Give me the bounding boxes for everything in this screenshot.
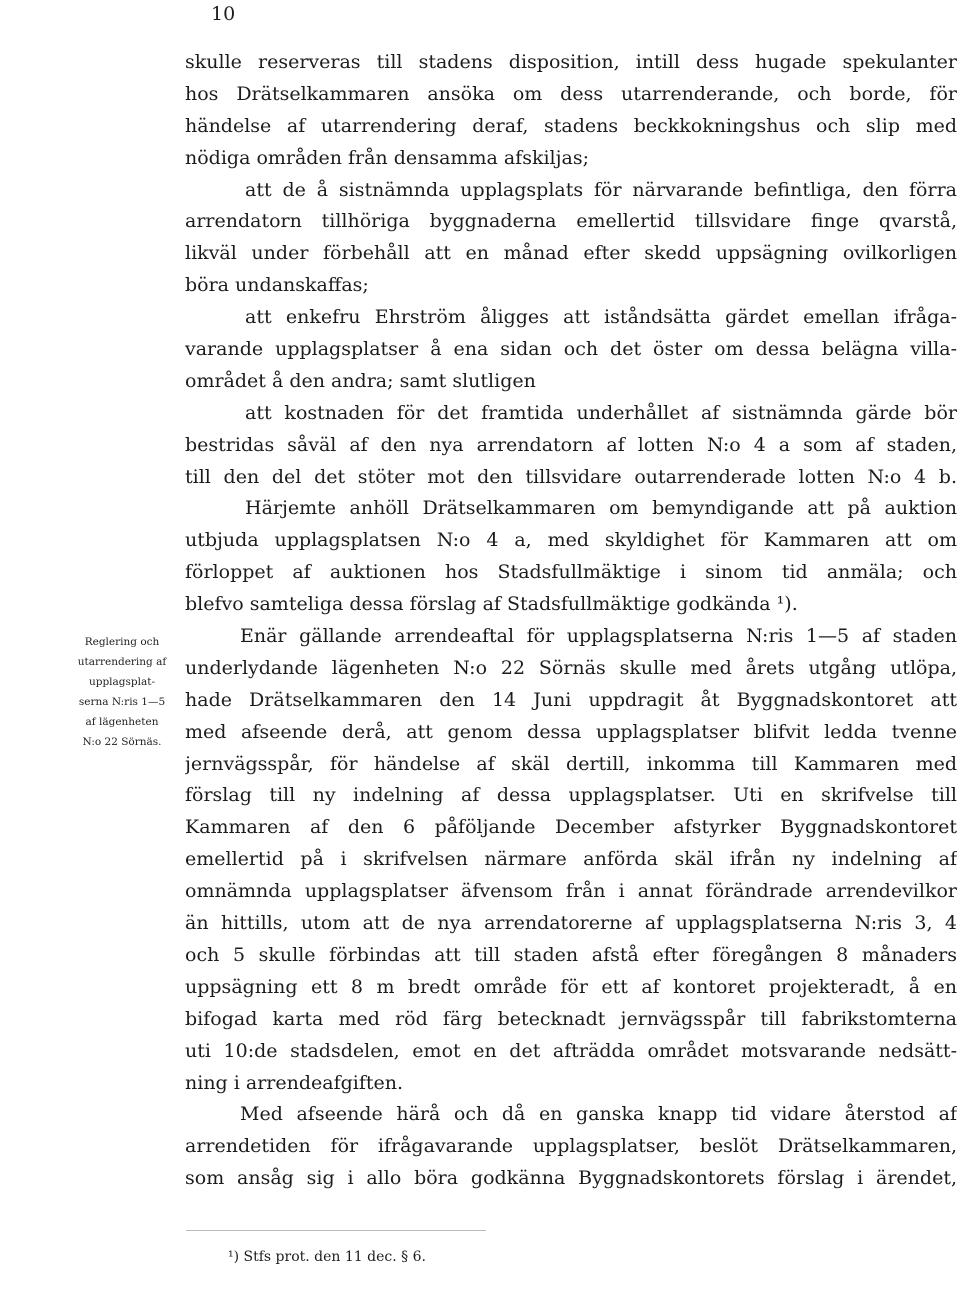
text-line: förloppet af auktionen hos Stadsfullmäktige i sinom tid anmäla; och [185, 561, 957, 584]
text-line: varande upplagsplatser å ena sidan och det öster om dessa belägna villa- [185, 338, 957, 361]
text-line: Härjemte anhöll Drätselkammaren om bemyndigande att på auktion [245, 497, 957, 520]
text-line: till den del det stöter mot den tillsvidare outarrenderade lotten N:o 4 b. [185, 465, 957, 488]
paragraph-continuation [185, 47, 957, 175]
text-line: arrendetiden för ifrågavarande upplagsplatser, beslöt Drätselkammaren, [185, 1135, 957, 1158]
paragraph-auction [185, 493, 957, 621]
margin-note-line: Reglering och [84, 636, 160, 648]
margin-note-line: utarrendering af [77, 656, 167, 668]
text-line: böra undanskaffas; [185, 274, 369, 297]
text-line: likväl under förbehåll att en månad efter skedd uppsägning ovilkorligen [185, 242, 957, 265]
text-line: Kammaren af den 6 påföljande December afstyrker Byggnadskontoret [185, 816, 957, 839]
paragraph-regulation [185, 621, 957, 1099]
text-line: händelse af utarrendering deraf, stadens beckkokningshus och slip med [185, 114, 957, 137]
text-line: området å den andra; samt slutligen [185, 369, 536, 392]
text-line: uti 10:de stadsdelen, emot en det afträdda området motsvarande nedsätt- [185, 1039, 957, 1062]
text-line: Enär gällande arrendeaftal för upplagsplatserna N:ris 1—5 af staden [240, 625, 957, 648]
text-line: än hittills, utom att de nya arrendatorerne af upplagsplatserna N:ris 3, 4 [185, 912, 957, 935]
text-line: att enkefru Ehrström åligges att iståndsätta gärdet emellan ifråga- [245, 306, 957, 329]
text-line: utbjuda upplagsplatsen N:o 4 a, med skyldighet för Kammaren att om [185, 529, 957, 552]
margin-note-line: N:o 22 Sörnäs. [82, 736, 162, 748]
text-line: som ansåg sig i allo böra godkänna Byggnadskontorets förslag i ärendet, [185, 1167, 957, 1190]
footnote: ¹) Stfs prot. den 11 dec. § 6. [228, 1249, 426, 1265]
text-line: underlydande lägenheten N:o 22 Sörnäs skulle med årets utgång utlöpa, [185, 656, 957, 679]
text-line: att kostnaden för det framtida underhållet af sistnämnda gärde bör [245, 401, 957, 424]
page-number: 10 [211, 3, 236, 25]
text-line: och 5 skulle förbindas att till staden afstå efter föregången 8 månaders [185, 943, 957, 966]
text-line: att de å sistnämnda upplagsplats för närvarande befintliga, den förra [245, 178, 957, 201]
text-line: jernvägsspår, för händelse af skäl dertill, inkomma till Kammaren med [185, 752, 957, 775]
margin-note-line: upplagsplat- [88, 676, 156, 688]
paragraph-clause-buildings [185, 175, 957, 303]
footnote-divider [186, 1230, 486, 1231]
text-line: arrendatorn tillhöriga byggnaderna emellertid tillsvidare finge qvarstå, [185, 210, 957, 233]
text-line: blefvo samteliga dessa förslag af Stadsfullmäktige godkända ¹). [185, 593, 798, 616]
margin-note-line: serna N:ris 1—5 [78, 696, 166, 708]
text-line: bestridas såväl af den nya arrendatorn af lotten N:o 4 a som af staden, [185, 433, 957, 456]
body-text [185, 47, 957, 1195]
text-line: uppsägning ett 8 m bredt område för ett af kontoret projekteradt, å en [185, 975, 957, 998]
text-line: Med afseende härå och då en ganska knapp tid vidare återstod af [240, 1103, 957, 1126]
text-line: ning i arrendeafgiften. [185, 1071, 404, 1094]
paragraph-decision [185, 1099, 957, 1195]
margin-note-line: af lägenheten [85, 716, 159, 728]
text-line: omnämnda upplagsplatser äfvensom från i annat förändrade arrendevilkor [185, 880, 957, 903]
text-line: nödiga områden från densamma afskiljas; [185, 146, 589, 169]
text-line: bifogad karta med röd färg betecknadt jernvägsspår till fabrikstomterna [185, 1007, 957, 1030]
text-line: emellertid på i skrifvelsen närmare anförda skäl ifrån ny indelning af [185, 848, 957, 871]
text-line: förslag till ny indelning af dessa upplagsplatser. Uti en skrifvelse till [185, 784, 957, 807]
paragraph-clause-maintenance [185, 398, 957, 494]
text-line: med afseende derå, att genom dessa upplagsplatser blifvit ledda tvenne [185, 720, 957, 743]
margin-note [60, 632, 184, 752]
text-line: hos Drätselkammaren ansöka om dess utarrenderande, och borde, för [185, 82, 957, 105]
text-line: skulle reserveras till stadens disposition, intill dess hugade spekulanter [185, 51, 957, 73]
paragraph-clause-fence [185, 302, 957, 398]
text-line: hade Drätselkammaren den 14 Juni uppdragit åt Byggnadskontoret att [185, 688, 957, 711]
